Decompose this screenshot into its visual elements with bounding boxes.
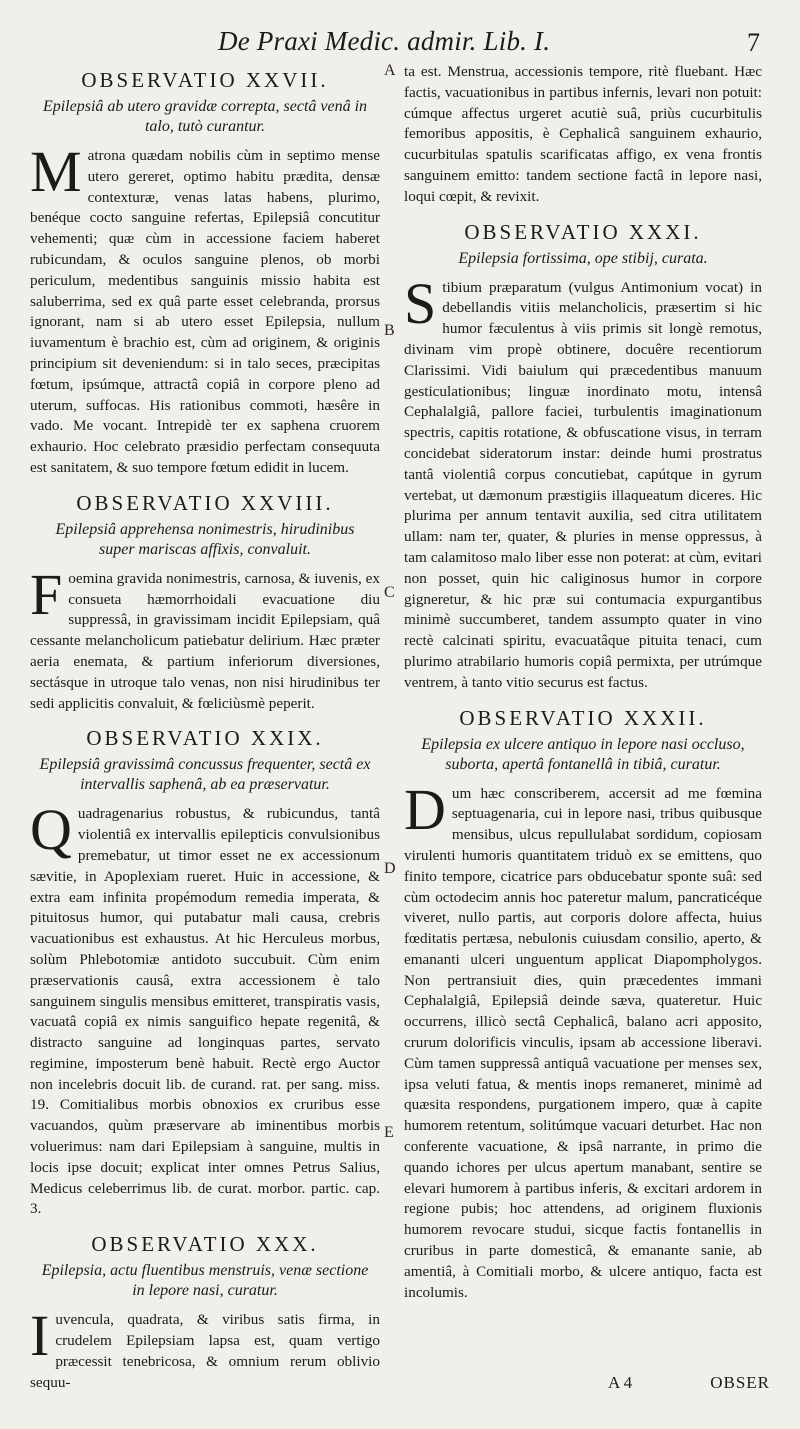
observation-subtitle: Epilepsiâ gravissimâ concussus frequenter, sectâ ex intervallis saphenâ, ab ea præservatur. (39, 756, 371, 794)
drop-cap: S (404, 270, 437, 336)
observation-title: OBSERVATIO XXVII. (81, 68, 329, 92)
drop-cap: F (30, 561, 63, 627)
drop-cap: D (404, 776, 446, 842)
observation-body (404, 776, 762, 1304)
right-column (404, 62, 762, 1313)
running-head: De Praxi Medic. admir. Lib. I. (218, 26, 551, 56)
margin-letter-d: D (384, 860, 396, 877)
left-column (30, 62, 380, 1403)
observation-32 (404, 704, 762, 1304)
observation-subtitle: Epilepsiâ ab utero gravidæ correpta, sectâ venâ in talo, tutò curantur. (42, 98, 368, 135)
observation-body (30, 1303, 380, 1393)
margin-letter-e: E (384, 1124, 394, 1141)
observation-subtitle: Epilepsia, actu fluentibus menstruis, venæ sectione in lepore nasi, curatur. (41, 1262, 369, 1300)
observation-31 (404, 218, 762, 694)
observation-text: tibium præparatum (vulgus Antimonium vocat) in debellandis vitiis melancholicis, præsertim si hic humor fæculentus à viis primis sit longè remotus, divinam vim propè obtinere, docuêre recentiorum Clarissimi. Vidi baiulum qui præcedentibus manuum gesticulationibus; linguæ inordinato motu, intensâ Cephalalgiâ, pallore faciei, turbulentis imaginationum spectris, capitis rotatione, & obfuscatione visus, in terram concidebat sideratorum instar: deinde humi prostratus tantâ violentiâ corpus concutiebat, capútque in gyrum vertebat, ut dæmonum præstigiis illaqueatum diceres. Hic plurima per annum tentavit auxilia, sed citra utilitatem ullam: nam ter, quater, & pluries in mense oppressus, à tam calamitoso malo liber esse non poterat: at cùm, evitari non posset, quin hic caliginosus humor in corpore gigneretur, & hic præ sui contumacia expurgantibus minimè succumberet, tandem assumpto quater in vino rectè calcinati spiritu, evacuatâque pituita tenaci, cum plurimo atrabilario humoris copiâ permixta, per utrúmque ventrem, à tanto vitio securus est factus. (404, 278, 762, 691)
margin-letter-b: B (384, 322, 395, 339)
signature-mark: A 4 (608, 1373, 633, 1392)
observation-title: OBSERVATIO XXX. (91, 1232, 319, 1257)
margin-letter-a: A (384, 62, 396, 79)
observation-subtitle: Epilepsia fortissima, ope stibij, curata. (458, 249, 708, 267)
drop-cap: I (30, 1303, 50, 1369)
observation-text: atrona quædam nobilis cùm in septimo mense utero gereret, optimo habitu prædita, densæ contexturæ, venas latas habens, plurimo, benéque cocto sanguine refertas, Epilepsiâ concutitur vehementi; quæ cùm in accessione faciem haberet rubicundam, & oculos sanguine plenos, ob morbi periculum, medentibus sanguinis missio habita est saluberrima, sed ex quâ parte esset celebranda, prorsus ignorant, nam si ab utero esset Epilepsia, nullum iuvamentum è brachio est, cùm ad originem, & originis principium sit deveniendum: si in talo seces, præcipitas fœtum, ipsúmque, attractâ copiâ in corpore pleno ad uterum, suffocas. His rationibus commoti, hæsêre in vado. Me vocant. Intrepidè ter ex saphena cruorem exhaurio. Hoc celebrato præsidio perfectam consequuta est sanitatem, & suo tempore fœtum edidit in lucem. (30, 147, 380, 476)
observation-text: uadragenarius robustus, & rubicundus, tantâ violentiâ ex intervallis epilepticis convulsionibus premebatur, ut timor esset ne ex accessionum sævitie, in Apoplexiam rueret. Huic in accessione, & extra eam infinita propémodum remedia imperata, & pituitosus humor, qui putabatur mali causa, crebris vacuationibus est exhaustus. At hic Herculeus morbus, solùm Phlebotomiæ antidoto succubuit. Cùm enim præservationis causâ, extra accessionem è talo sanguinem singulis mensibus emitteret, transpiratis vasis, vacuatâ copiâ ex nimis sanguifico hepate regenitâ, & distracto sanguine ad longinquas partes, servato regimine, imposterum benè habuit. Rectè ergo Auctor non incelebris docuit lib. de curand. rat. per sang. miss. 19. Comitialibus morbis obnoxios ex cruribus esse vacuandos, quùm præservare ab iminentibus morbis voluerimus: nam dari Epilepsiam à sanguine, multis in locis ipse docuit; explicat inter omnes Petrus Salius, Medicus celeberrimus lib. de curat. morbor. partic. cap. 3. (30, 805, 380, 1218)
observation-body (30, 797, 380, 1220)
observation-text: uvencula, quadrata, & viribus satis firma, in crudelem Epilepsiam lapsa est, quam vertigo præcessit tenebricosa, & omnium rerum oblivio sequu- (30, 1311, 380, 1391)
observation-subtitle: Epilepsia ex ulcere antiquo in lepore nasi occluso, suborta, apertâ fontanellâ in tibiâ, curatur. (421, 735, 745, 773)
margin-letter-c: C (384, 584, 395, 601)
drop-cap: M (30, 139, 82, 204)
observation-title: OBSERVATIO XXXI. (464, 219, 702, 244)
observation-text: ta est. Menstrua, accessionis tempore, ritè fluebant. Hæc factis, vacuationibus in partibus infernis, levari non potuit: cúmque affectus urgeret acutiè suâ, priùs cucurbitulis femoribus appositis, è Cephalicâ sanguinem exhaurio, cucurbitulas spatulis scarificatas affigo, ex vena frontis sanguinem emitto: tandem sectione factâ in lepore nasi, loqui cœpit, & revixit. (404, 63, 762, 205)
observation-27 (30, 66, 380, 479)
observation-30-continued (404, 62, 762, 208)
observation-text: um hæc conscriberem, accersit ad me fœmina septuagenaria, cui in lepore nasi, tribus quibusque mensibus, ulcus repullulabat sordidum, copiosam virulenti humoris quantitatem triduò ex se emittens, quo finito tempore, cicatrice pars obducebatur sponte suâ: sed cùm octodecim annis hoc pateretur malum, pancraticéque viveret, nullo partis, aut corporis dolore affecta, huius fœditatis pertæsa, nebulonis cuiusdam consilio, aperto, & emananti ulceri unguentum applicat Diapompholygos. Non pertransiuit dies, quin præcedentes immani Cephalalgiâ, Epilepsiâ deinde sæva, quateretur. Huic occurrens, illicò sectâ Cephalicâ, balano acri apposito, crurum dolorificis vinculis, ipsam ab accessione liberavi. Cùm tamen suppressâ antiquâ vacuatione per menses sex, ipsa veluti fatua, & mentis inops remaneret, minimè ad quæsita respondens, purgationem impero, quæ à capite humorem retentum, solitúmque vacuari deturbet. Hac non conferente vacuatione, & ipsâ narrante, in primo die quando ichores per ulcus apertum manabant, sentire se elevari humorem à partibus inferis, & excitari ardorem in regione pubis; hoc attendens, ad originem fluxionis humorem revocare studui, sicque factis fontanellis in cruribus in parte domesticâ, & emanante sanie, ab amentiâ, à Comitiali morbo, & ulcere antiquo, facta est incolumis. (404, 784, 762, 1301)
observation-28 (30, 489, 380, 715)
observation-text: oemina gravida nonimestris, carnosa, & iuvenis, ex consueta hæmorrhoidali evacuatione diu suppressâ, in gravissimam incidit Epilepsiam, quâ cessante melancholicum patiebatur delirium. Hæc præter aeria enemata, & partium inferiorum diversiones, sectásque in utroque talo venas, non nisi hirudinibus ter sedi applicitis convaluit, & fœliciùsmè peperit. (30, 569, 380, 712)
drop-cap: Q (30, 797, 72, 863)
observation-title: OBSERVATIO XXXII. (459, 705, 707, 730)
observation-29 (30, 724, 380, 1220)
observation-body (30, 561, 380, 715)
observation-title: OBSERVATIO XXVIII. (76, 490, 334, 515)
observation-30 (30, 1230, 380, 1393)
observation-title: OBSERVATIO XXIX. (86, 726, 324, 751)
observation-body (404, 270, 762, 694)
observation-body (30, 139, 380, 479)
catchword: OBSER (710, 1373, 770, 1392)
observation-body (404, 62, 762, 208)
observation-subtitle: Epilepsiâ apprehensa nonimestris, hirudinibus super mariscas affixis, convaluit. (55, 520, 355, 558)
page-number: 7 (747, 28, 760, 57)
